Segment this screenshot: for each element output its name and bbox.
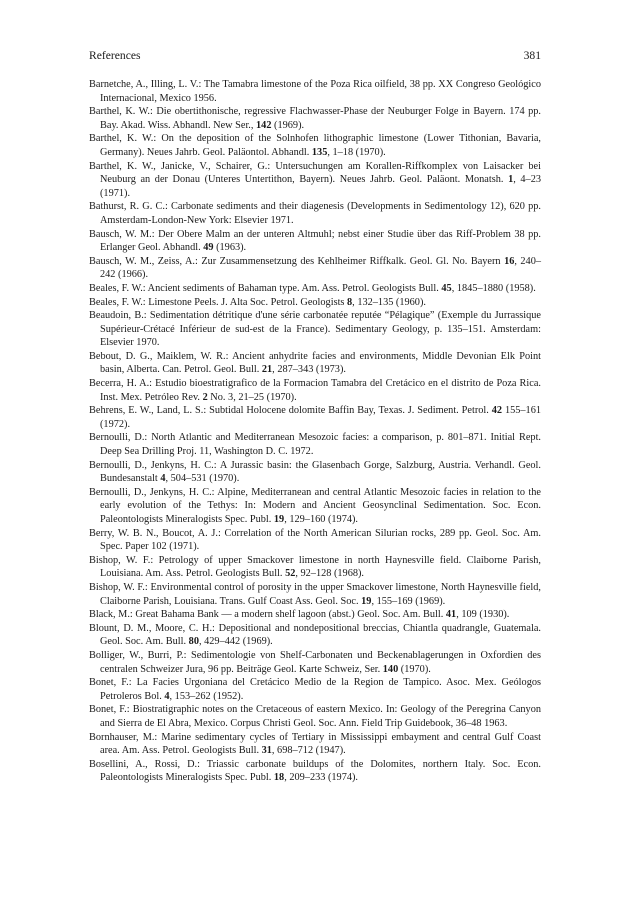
reference-text: Bebout, D. G., Maiklem, W. R.: Ancient anhydrite facies and environments, Middle Devonian Elk Point basin, Alberta. Can. Petrol. Geol. Bull. xyxy=(89,350,541,376)
reference-entry xyxy=(89,309,541,350)
reference-volume: 142 xyxy=(256,119,272,131)
reference-entry xyxy=(89,132,541,159)
reference-pages-year: , 1–18 (1970). xyxy=(327,146,386,158)
reference-entry xyxy=(89,649,541,676)
reference-text: Barthel, K. W.: Die obertithonische, regressive Flachwasser-Phase der Neuburger Folge in Bayern. 174 pp. Bay. Akad. Wiss. Abhandl. New Ser., xyxy=(89,106,541,131)
reference-entry xyxy=(89,228,541,255)
reference-pages-year: , 4–23 (1971). xyxy=(100,174,542,199)
reference-pages-year: , 698–712 (1947). xyxy=(271,745,346,757)
reference-entry xyxy=(89,676,541,703)
reference-entry xyxy=(89,431,541,458)
reference-text: Bonet, F.: La Facies Urgoniana del Cretácico Medio de la Region de Tampico. Asoc. Mex. Geólogos Petroleros Bol. xyxy=(89,677,541,702)
reference-pages-year: , 287–343 (1973). xyxy=(272,364,346,376)
reference-volume: 2 xyxy=(202,391,208,403)
reference-entry xyxy=(89,160,541,201)
reference-volume: 42 xyxy=(491,405,503,417)
reference-pages-year: 155–161 (1972). xyxy=(100,405,541,430)
reference-entry xyxy=(89,581,541,608)
reference-text: Bausch, W. M., Zeiss, A.: Zur Zusammensetzung des Kehlheimer Riffkalk. Geol. Gl. No. Bayern xyxy=(89,255,505,267)
reference-entry xyxy=(89,200,541,227)
reference-text: Barnetche, A., Illing, L. V.: The Tamabra limestone of the Poza Rica oilfield, 38 pp. XX Congreso Geológico Internacional, Mexico 1956. xyxy=(89,79,541,104)
reference-text: Bishop, W. F.: Environmental control of porosity in the upper Smackover limestone, North Haynesville field, Claiborne Parish, Louisiana. Trans. Gulf Coast Ass. Geol. Soc. xyxy=(89,581,541,607)
reference-volume: 140 xyxy=(382,663,399,675)
reference-pages-year: , 153–262 (1952). xyxy=(169,690,244,702)
reference-entry xyxy=(89,350,541,377)
reference-text: Bausch, W. M.: Der Obere Malm an der unteren Altmuhl; nebst einer Studie über das Riff-Problem 38 pp. Erlanger Geol. Abhandl. xyxy=(89,228,541,254)
reference-pages-year: , 129–160 (1974). xyxy=(284,514,358,525)
reference-entry xyxy=(89,703,541,730)
reference-volume: 49 xyxy=(203,242,214,254)
reference-pages-year: (1969). xyxy=(271,119,305,131)
reference-text: Behrens, E. W., Land, L. S.: Subtidal Holocene dolomite Baffin Bay, Texas. J. Sediment. Petrol. xyxy=(89,405,492,417)
reference-text: Berry, W. B. N., Boucot, A. J.: Correlation of the North American Silurian rocks, 289 pp. Geol. Soc. Am. Spec. Paper 102 (1971). xyxy=(89,527,541,553)
reference-volume: 80 xyxy=(188,636,199,648)
reference-entry xyxy=(89,758,541,785)
reference-text: Bernoulli, D., Jenkyns, H. C.: A Jurassic basin: the Glasenbach Gorge, Salzburg, Austria. Verhandl. Geol. Bundesanstalt xyxy=(89,459,541,485)
reference-pages-year: , 92–128 (1968). xyxy=(295,568,364,580)
reference-entry xyxy=(89,296,541,310)
reference-text: Black, M.: Great Bahama Bank — a modern shelf lagoon (abst.) Geol. Soc. Am. Bull. xyxy=(89,609,446,621)
reference-text: Bonet, F.: Biostratigraphic notes on the Cretaceous of eastern Mexico. In: Geology of the Peregrina Canyon and Sierra de El Abra, Mexico. Corpus Christi Geol. Soc. Ann. Field Trip Guidebook, 36–48 1963. xyxy=(89,704,541,729)
reference-pages-year: (1970). xyxy=(398,663,431,675)
reference-text: Bosellini, A., Rossi, D.: Triassic carbonate buildups of the Dolomites, northern Italy. Soc. Econ. Paleontologists Mineralogists Spec. Publ. xyxy=(89,758,541,784)
reference-text: Bernoulli, D.: North Atlantic and Mediterranean Mesozoic facies: a comparison, p. 801–871. Initial Rept. Deep Sea Drilling Proj. 11, Washington D. C. 1972. xyxy=(89,432,541,458)
reference-text: Becerra, H. A.: Estudio bioestratigrafico de la Formacion Tamabra del Cretácico en el distrito de Poza Rica. Inst. Mex. Petróleo Rev. xyxy=(89,378,541,403)
running-head xyxy=(89,48,541,64)
reference-volume: 19 xyxy=(273,514,285,525)
reference-entry xyxy=(89,78,541,105)
reference-text: Bernoulli, D., Jenkyns, H. C.: Alpine, Mediterranean and central Atlantic Mesozoic facies in relation to the early evolution of the Tethys: In: Modern and Ancient Geosynclinal Sedimentation. Soc. Econ. Paleontologists Mineralogists Spec. Publ. xyxy=(89,486,541,525)
reference-pages-year: , 209–233 (1974). xyxy=(284,772,358,784)
reference-text: Beaudoin, B.: Sedimentation détritique d'une série carbonatée reputée “Pélagique” (Exemple du Jurrassique Supérieur-Crétacé Inférieur de sud-est de la France). Sedimentary Geology, p. 135–151. Amsterdam: Elsevier 1970. xyxy=(89,310,541,349)
reference-text: Bornhauser, M.: Marine sedimentary cycles of Tertiary in Mississippi embayment and central Gulf Coast area. Am. Ass. Petrol. Geologists Bull. xyxy=(89,731,541,757)
reference-pages-year: , 109 (1930). xyxy=(456,609,510,621)
reference-volume: 19 xyxy=(361,595,372,607)
reference-entry xyxy=(89,282,541,296)
reference-entry xyxy=(89,255,541,282)
reference-text: Beales, F. W.: Ancient sediments of Bahaman type. Am. Ass. Petrol. Geologists Bull. xyxy=(89,282,442,294)
reference-volume: 4 xyxy=(164,690,170,702)
reference-pages-year: , 240–242 (1966). xyxy=(100,255,542,281)
reference-pages-year: (1963). xyxy=(213,242,247,254)
reference-text: Bolliger, W., Burri, P.: Sedimentologie von Shelf-Carbonaten und Beckenablagerungen in Oxfordien des centralen Schweizer Jura, 96 pp. Beiträge Geol. Karte Schweiz, Ser. xyxy=(89,649,541,675)
reference-volume: 135 xyxy=(311,146,328,158)
reference-entry xyxy=(89,105,541,132)
reference-volume: 1 xyxy=(508,174,514,186)
reference-entry xyxy=(89,486,541,527)
reference-entry xyxy=(89,622,541,649)
reference-pages-year: , 155–169 (1969). xyxy=(371,595,446,607)
reference-text: Blount, D. M., Moore, C. H.: Depositional and nondepositional breccias, Chiantla quadrangle, Guatemala. Geol. Soc. Am. Bull. xyxy=(89,622,541,648)
reference-entry xyxy=(89,527,541,554)
reference-text: Barthel, K. W., Janicke, V., Schairer, G.: Untersuchungen am Korallen-Riffkomplex von Laisacker bei Neuburg an der Donau (Unteres Untertithon, Bayern). Neues Jahrb. Geol. Paläont. Monatsh. xyxy=(89,160,541,186)
reference-text: Barthel, K. W.: On the deposition of the Solnhofen lithographic limestone (Lower Tithonian, Bavaria, Germany). Neues Jahrb. Geol. Paläontol. Abhandl. xyxy=(89,133,541,158)
running-head-title: References xyxy=(89,49,141,62)
reference-list xyxy=(89,78,541,785)
reference-entry xyxy=(89,377,541,404)
reference-volume: 4 xyxy=(160,473,166,485)
reference-entry xyxy=(89,608,541,622)
reference-volume: 31 xyxy=(261,745,272,757)
reference-text: Bathurst, R. G. C.: Carbonate sediments and their diagenesis (Developments in Sedimentology 12), 620 pp. Amsterdam-London-New York: Elsevier 1971. xyxy=(89,201,541,226)
reference-pages-year: , 504–531 (1970). xyxy=(165,473,240,485)
page-number: 381 xyxy=(523,49,541,62)
reference-volume: 52 xyxy=(285,568,296,580)
reference-entry xyxy=(89,404,541,431)
reference-volume: 16 xyxy=(504,255,515,267)
reference-volume: 18 xyxy=(273,772,285,784)
reference-pages-year: , 429–442 (1969). xyxy=(198,636,273,648)
reference-pages-year: , 1845–1880 (1958). xyxy=(451,282,536,294)
reference-pages-year: No. 3, 21–25 (1970). xyxy=(207,391,297,403)
reference-volume: 21 xyxy=(261,364,273,376)
reference-volume: 45 xyxy=(441,282,452,294)
reference-pages-year: , 132–135 (1960). xyxy=(352,296,426,308)
reference-volume: 8 xyxy=(347,296,353,308)
reference-entry xyxy=(89,554,541,581)
reference-entry xyxy=(89,731,541,758)
reference-text: Beales, F. W.: Limestone Peels. J. Alta Soc. Petrol. Geologists xyxy=(89,296,348,308)
reference-text: Bishop, W. F.: Petrology of upper Smackover limestone in north Haynesville field. Claiborne Parish, Louisiana. Am. Ass. Petrol. Geologists Bull. xyxy=(89,554,541,580)
reference-entry xyxy=(89,459,541,486)
reference-volume: 41 xyxy=(445,609,457,621)
